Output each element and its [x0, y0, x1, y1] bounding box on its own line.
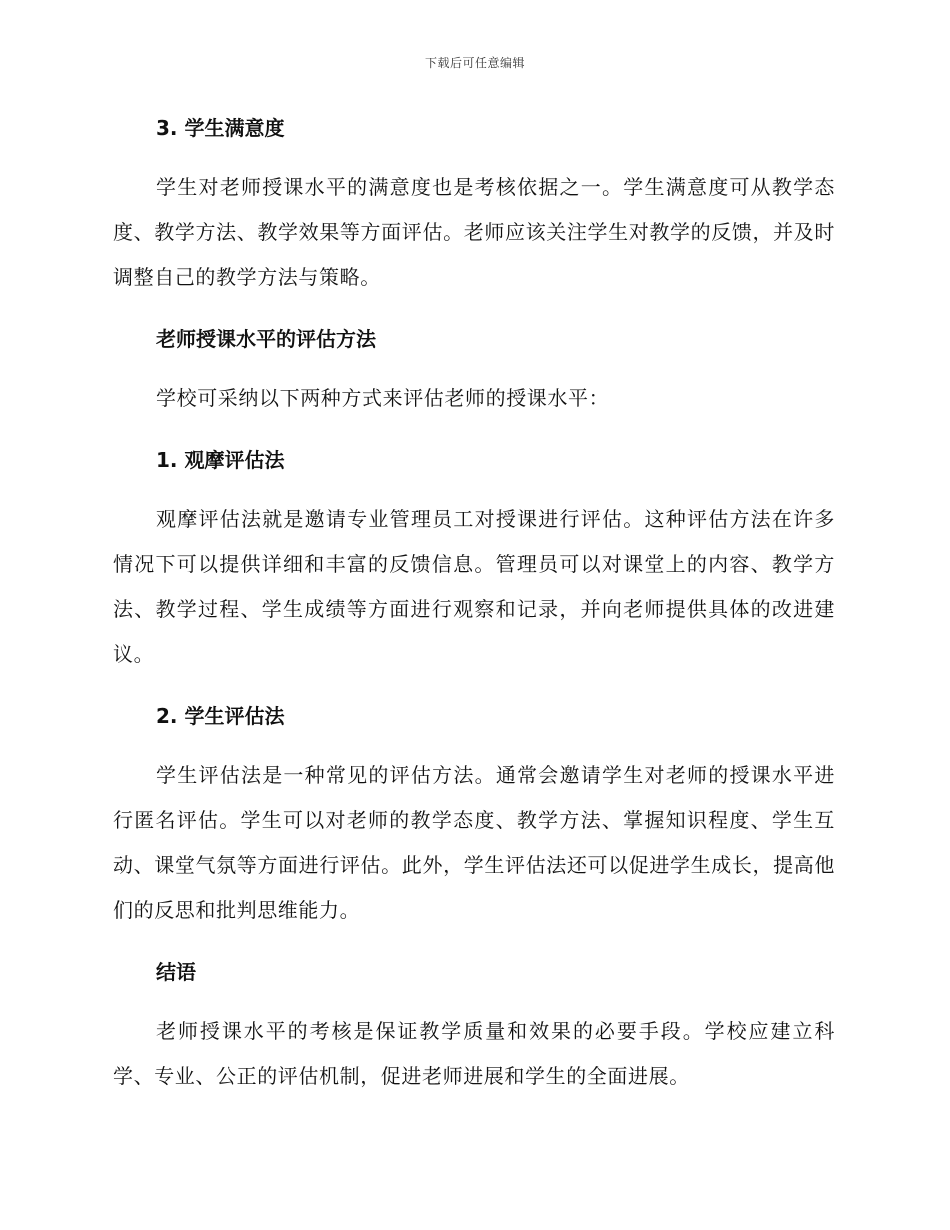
- section-heading-student-satisfaction: 3. 学生满意度: [156, 116, 285, 140]
- paragraph-observation-method: 观摩评估法就是邀请专业管理员工对授课进行评估。这种评估方法在许多情况下可以提供详细和丰富的反馈信息。管理员可以对课堂上的内容、教学方法、教学过程、学生成绩等方面进行观察和记录，并向老师提供具体的改进建议。: [113, 507, 835, 666]
- page-header: 下载后可任意编辑: [424, 56, 525, 70]
- section-heading-conclusion: 结语: [156, 960, 196, 984]
- document-body: [113, 110, 835, 1099]
- section-heading-observation-method: 1. 观摩评估法: [156, 448, 285, 472]
- section-heading-evaluation-methods: 老师授课水平的评估方法: [156, 327, 376, 351]
- paragraph-evaluation-intro: 学校可采纳以下两种方式来评估老师的授课水平：: [156, 386, 610, 410]
- paragraph-conclusion: 老师授课水平的考核是保证教学质量和效果的必要手段。学校应建立科学、专业、公正的评估机制，促进老师进展和学生的全面进展。: [113, 1019, 835, 1088]
- paragraph-student-evaluation: 学生评估法是一种常见的评估方法。通常会邀请学生对老师的授课水平进行匿名评估。学生可以对老师的教学态度、教学方法、掌握知识程度、学生互动、课堂气氛等方面进行评估。此外，学生评估法还可以促进学生成长，提高他们的反思和批判思维能力。: [113, 763, 835, 922]
- paragraph-student-satisfaction: 学生对老师授课水平的满意度也是考核依据之一。学生满意度可从教学态度、教学方法、教学效果等方面评估。老师应该关注学生对教学的反馈，并及时调整自己的教学方法与策略。: [113, 175, 835, 289]
- section-heading-student-evaluation: 2. 学生评估法: [156, 704, 285, 728]
